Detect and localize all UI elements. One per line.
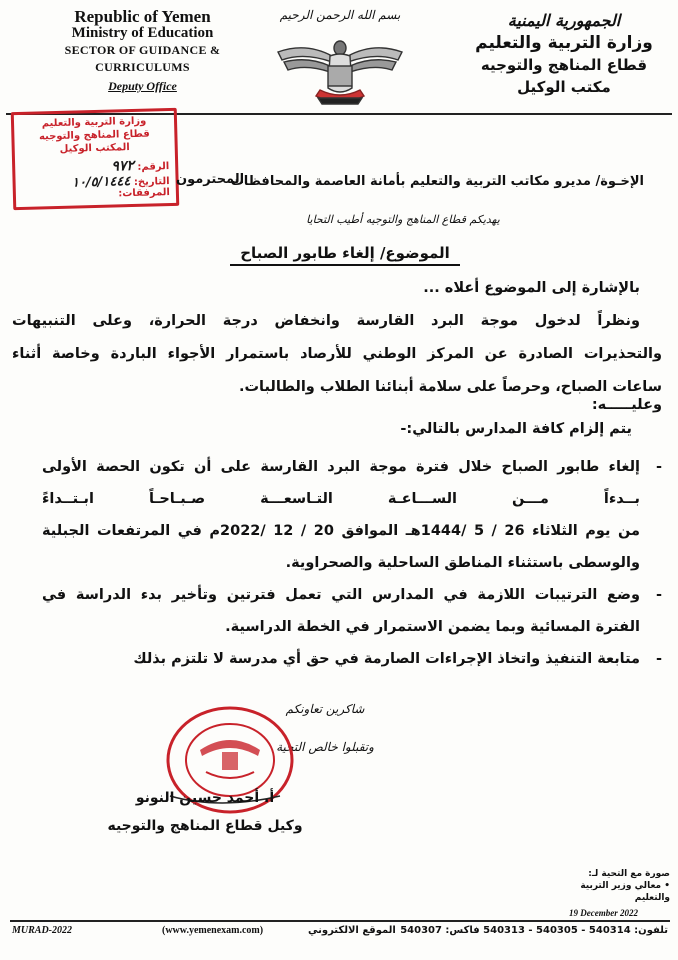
- list-item: [42, 643, 662, 675]
- basmala: بسم الله الرحمن الرحيم: [279, 8, 401, 22]
- stamp-office: المكتب الوكيل: [59, 142, 130, 155]
- cc-label: صورة مع التحية لـ:: [588, 869, 670, 879]
- greeting-line: يهديكم قطاع المناهج والتوجيه أطيب التحايا: [306, 213, 500, 226]
- body-line-2: ونظراً لدخول موجة البرد القارسة وانخفاض درجة الحرارة، وعلى التنبيهات: [12, 313, 640, 329]
- footer-code: MURAD-2022: [12, 925, 73, 936]
- stamp-date-value: ١٠/٥/١٤٤٤: [71, 174, 131, 191]
- stamp-date-label: التاريخ:: [133, 176, 170, 188]
- subject-line: الموضوع/ إلغاء طابور الصباح: [230, 244, 460, 266]
- header-en-curriculums: CURRICULUMS: [95, 60, 190, 74]
- header-en-deputy: Deputy Office: [108, 79, 177, 93]
- body-line-3: والتحذيرات الصادرة عن المركز الوطني للأرصاد باستمرار الأجواء الباردة وخاصة أثناء: [12, 346, 662, 362]
- signatory: [90, 784, 320, 840]
- closing-regards: وتقبلوا خالص التحية: [276, 740, 374, 754]
- list-item: [42, 451, 662, 579]
- signatory-title: وكيل قطاع المناهج والتوجيه: [107, 818, 303, 834]
- bullet-1-line-1: - إلغاء طابور الصباح خلال فترة موجة البرد القارسة على أن تكون الحصة الأولى: [42, 459, 640, 475]
- instructions-list: [42, 451, 662, 675]
- bullet-1-line-2: بــدءاً مـــن الســـاعـة التـاسعـــة صـبـاحـاً ابـتــداءً: [42, 491, 640, 507]
- cc-item: • معالي وزير التربية والتعليم: [580, 881, 670, 903]
- registry-stamp: [11, 108, 180, 210]
- issue-date: 19 December 2022: [569, 908, 638, 918]
- body-obligation: يتم إلزام كافة المدارس بالتالي:-: [400, 421, 632, 437]
- body-line-4: ساعات الصباح، وحرصاً على سلامة أبنائنا الطلاب والطالبات.: [238, 379, 662, 395]
- header-en-republic: Republic of Yemen: [74, 7, 211, 26]
- body-text: [12, 272, 662, 444]
- header-ar-sector: قطاع المناهج والتوجيه: [480, 56, 648, 74]
- bullet-2-line-2: الفترة المسائية وبما يضمن الاستمرار في الخطة الدراسية.: [225, 619, 640, 635]
- footer-divider: [10, 920, 670, 922]
- bullet-3-line-1: - متابعة التنفيذ واتخاذ الإجراءات الصارمة في حق أي مدرسة لا تلتزم بذلك: [133, 651, 640, 667]
- header-en-sector: SECTOR OF GUIDANCE &: [64, 43, 221, 57]
- cc-item-text: معالي وزير التربية والتعليم: [580, 881, 670, 903]
- header-ar-republic: الجمهورية اليمنية: [507, 11, 621, 30]
- stamp-number-value: ٩٧٢: [111, 157, 135, 175]
- yemen-eagle-emblem-icon: [272, 26, 408, 110]
- addressee-line: الإخـوة/ مديرو مكاتب التربية والتعليم بأمانة العاصمة والمحافظات: [230, 174, 644, 189]
- stamp-number-label: الرقم:: [137, 161, 170, 173]
- body-reference: بالإشارة إلى الموضوع أعلاه ...: [423, 280, 640, 296]
- header-ar-office: مكتب الوكيل: [517, 78, 611, 96]
- body-accordingly: وعليـــــه:: [591, 397, 662, 413]
- stamp-attachments-label: المرفقات:: [118, 187, 171, 200]
- closing-thanks: شاكرين تعاونكم: [285, 702, 365, 716]
- bullet-1-line-4: والوسطى باستثناء المناطق الساحلية والصحراوية.: [285, 555, 640, 571]
- list-item: [42, 579, 662, 643]
- signatory-name: أ. أحمد حسين النونو: [135, 790, 275, 806]
- footer-website-label: الموقع الالكتروني: [308, 925, 396, 936]
- addressee-suffix: المحترمون: [176, 172, 245, 187]
- stamp-ministry: وزارة التربية والتعليم: [41, 115, 147, 130]
- footer-phones: تلفون: 540314 - 540305 - 540313 فاكس: 540307: [400, 925, 668, 936]
- footer: [12, 925, 668, 943]
- header-arabic: [464, 10, 664, 98]
- header-ar-ministry: وزارة التربية والتعليم: [475, 33, 653, 53]
- header-en-ministry: Ministry of Education: [71, 25, 214, 41]
- bullet-2-line-1: - وضع الترتيبات اللازمة في المدارس التي تعمل فترتين وتأخير بدء الدراسة في: [42, 587, 640, 603]
- cc-block: [570, 868, 670, 904]
- header-english: [40, 8, 245, 95]
- bullet-1-line-3: من يوم الثلاثاء 26 / 5 /1444هـ الموافق 20 / 12 /2022م في المرتفعات الجبلية: [42, 523, 640, 539]
- stamp-sector: قطاع المناهج والتوجيه: [38, 128, 150, 143]
- footer-website[interactable]: (www.yemenexam.com): [162, 925, 264, 936]
